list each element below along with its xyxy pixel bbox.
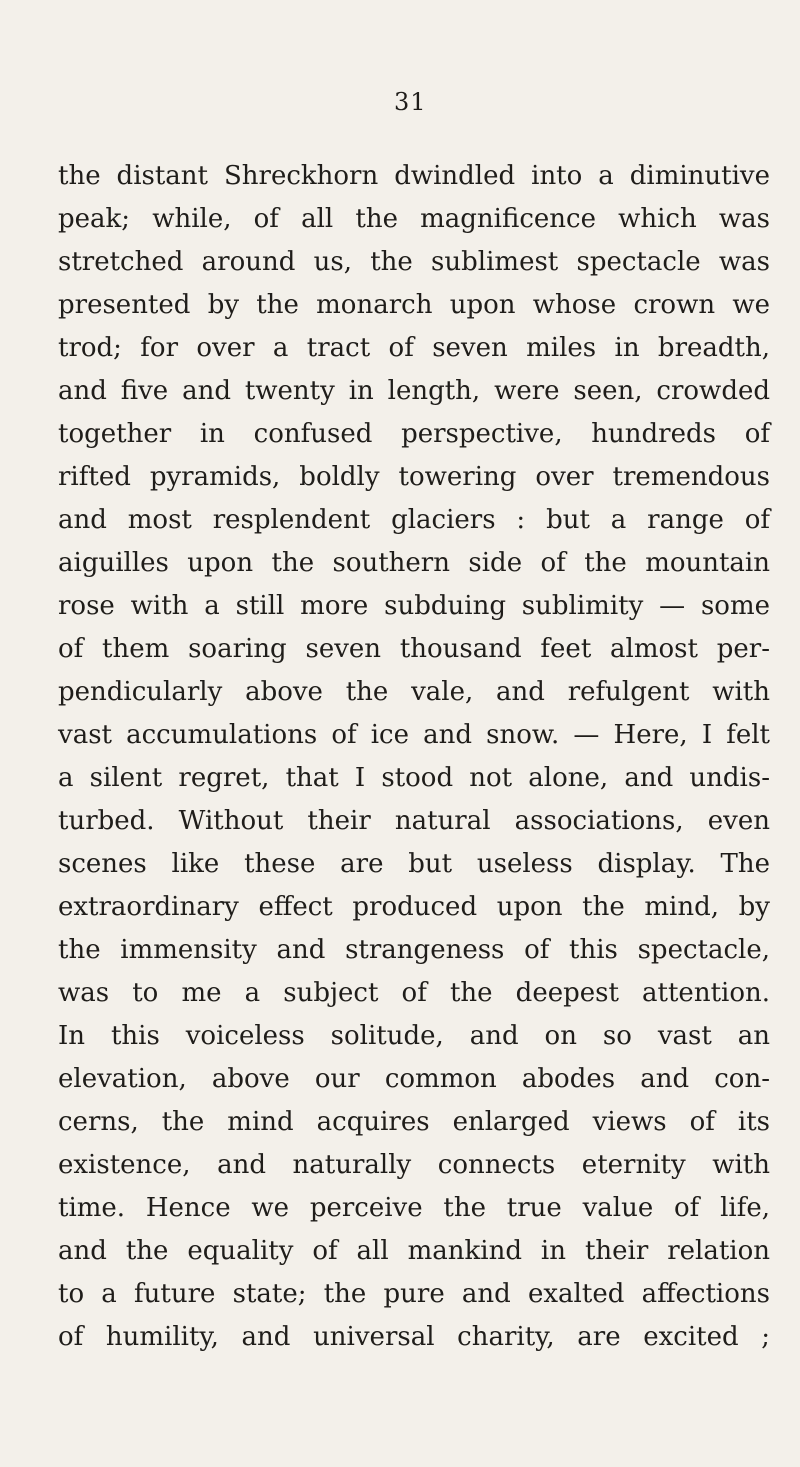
- text-line: peak; while, of all the magnificence which was: [58, 204, 770, 234]
- text-line: was to me a subject of the deepest attention.: [58, 978, 770, 1008]
- text-line: time. Hence we perceive the true value of life,: [58, 1193, 770, 1223]
- body-text: [58, 155, 770, 1359]
- text-line: to a future state; the pure and exalted affections: [58, 1279, 770, 1309]
- text-line: together in confused perspective, hundreds of: [58, 419, 770, 449]
- text-line: the immensity and strangeness of this spectacle,: [58, 935, 770, 965]
- text-line: presented by the monarch upon whose crown we: [58, 290, 770, 320]
- text-line: the distant Shreckhorn dwindled into a diminutive: [58, 161, 770, 191]
- text-line: vast accumulations of ice and snow. — Here, I felt: [58, 720, 770, 750]
- text-line: In this voiceless solitude, and on so vast an: [58, 1021, 770, 1051]
- text-line: of them soaring seven thousand feet almost per-: [58, 634, 770, 664]
- text-line: and five and twenty in length, were seen, crowded: [58, 376, 770, 406]
- text-line: pendicularly above the vale, and refulgent with: [58, 677, 770, 707]
- text-line: a silent regret, that I stood not alone, and undis-: [58, 763, 770, 793]
- text-line: and the equality of all mankind in their relation: [58, 1236, 770, 1266]
- text-line: extraordinary effect produced upon the mind, by: [58, 892, 770, 922]
- text-line: existence, and naturally connects eternity with: [58, 1150, 770, 1180]
- text-line: of humility, and universal charity, are excited ;: [58, 1322, 770, 1352]
- text-line: cerns, the mind acquires enlarged views of its: [58, 1107, 770, 1137]
- text-line: rifted pyramids, boldly towering over tremendous: [58, 462, 770, 492]
- text-line: turbed. Without their natural associations, even: [58, 806, 770, 836]
- text-line: trod; for over a tract of seven miles in breadth,: [58, 333, 770, 363]
- page-number: 31: [394, 88, 427, 116]
- text-line: and most resplendent glaciers : but a range of: [58, 505, 770, 535]
- text-line: scenes like these are but useless display. The: [58, 849, 770, 879]
- text-line: aiguilles upon the southern side of the mountain: [58, 548, 770, 578]
- text-line: rose with a still more subduing sublimity — some: [58, 591, 770, 621]
- text-line: stretched around us, the sublimest spectacle was: [58, 247, 770, 277]
- text-line: elevation, above our common abodes and con-: [58, 1064, 770, 1094]
